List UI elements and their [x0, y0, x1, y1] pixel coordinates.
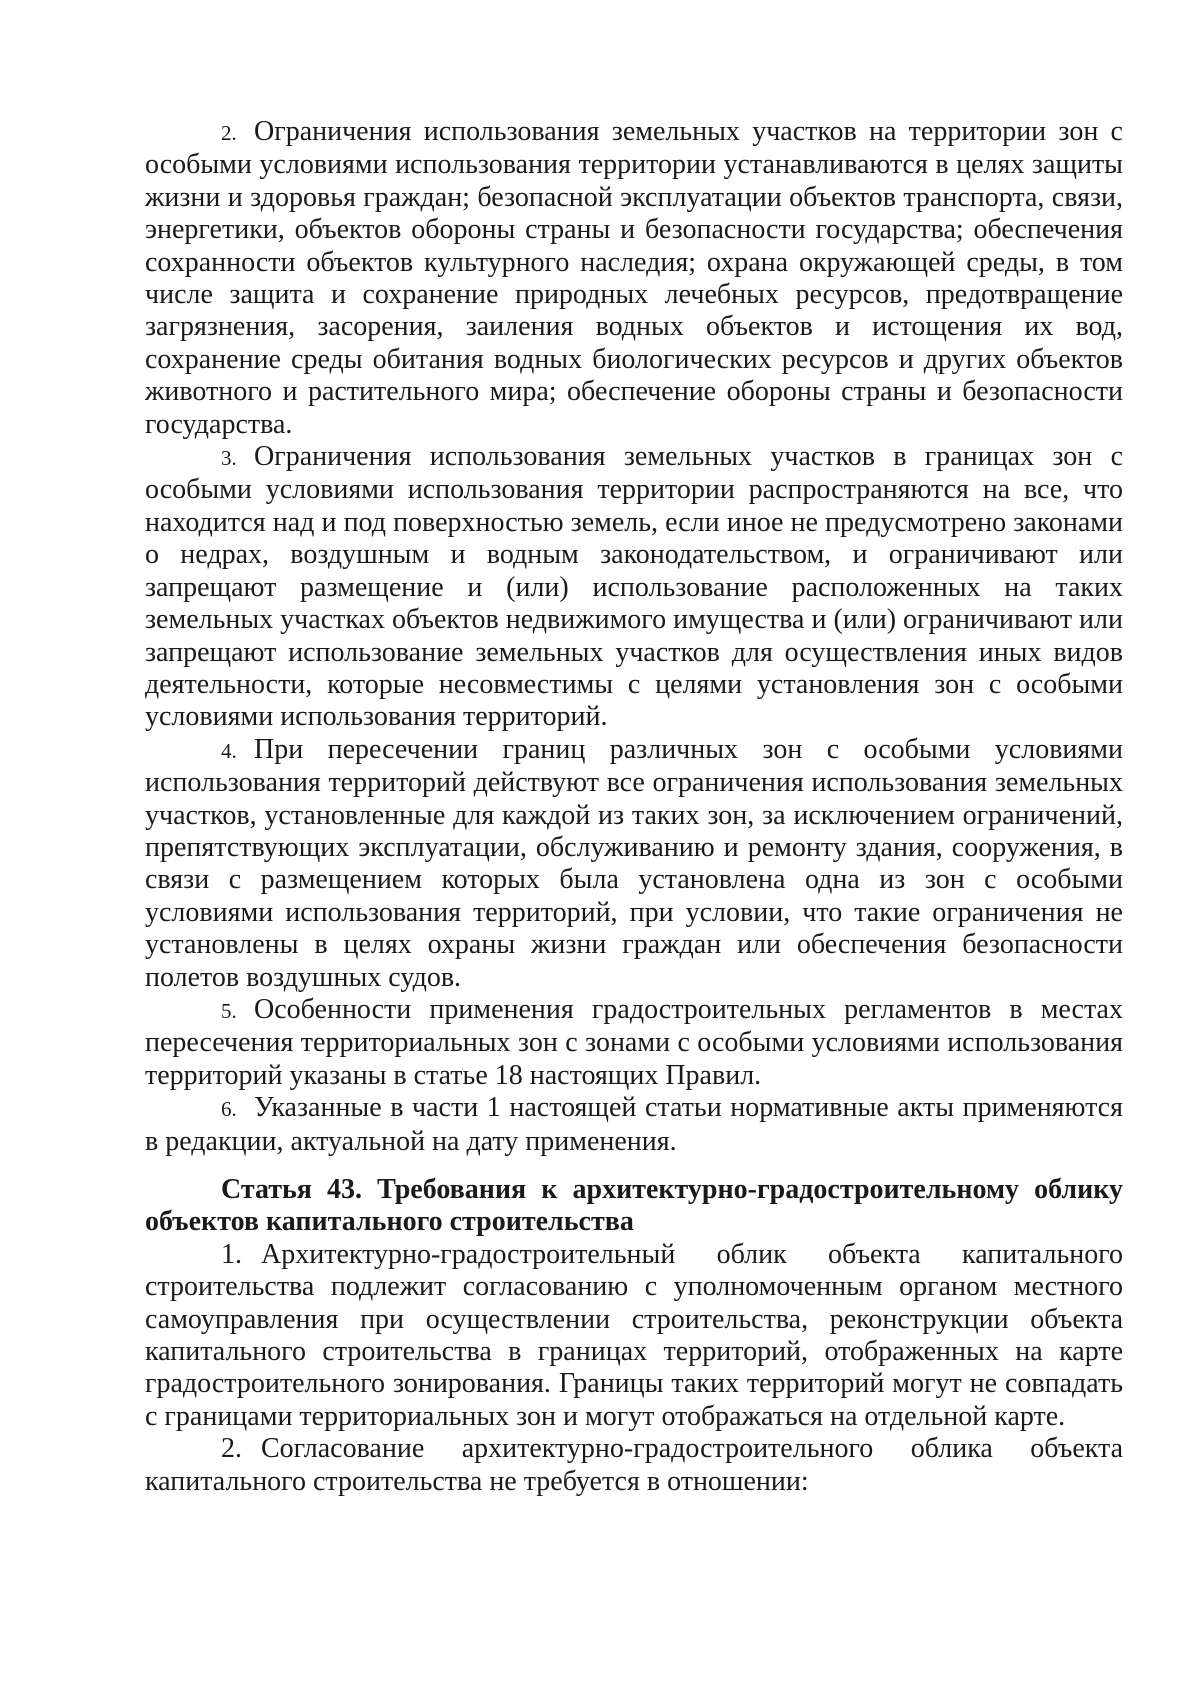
paragraph-number: 3. [221, 446, 237, 471]
paragraph-text: Архитектурно-градостроительный облик объекта капитального строительства подлежит согласованию с уполномоченным органом местного самоуправления при осуществлении строительства, реконструкции объекта капитального строительства в границах территорий, отображенных на карте градостроительного зонирования. Границы таких территорий могут не совпадать с границами территориальных зон и могут отображаться на отдельной карте. [145, 1238, 1123, 1432]
paragraph-text: При пересечении границ различных зон с особыми условиями использования территорий действуют все ограничения использования земельных участков, установленные для каждой из таких зон, за исключением ограничений, препятствующих эксплуатации, обслуживанию и ремонту здания, сооружения, в связи с размещением которых была установлена одна из зон с особыми условиями использования территорий, при условии, что такие ограничения не установлены в целях охраны жизни граждан или обеспечения безопасности полетов воздушных судов. [145, 733, 1123, 993]
article-paragraph-1 [145, 1239, 1123, 1433]
paragraph-number: 4. [221, 738, 237, 763]
paragraph-text: Ограничения использования земельных участков в границах зон с особыми условиями использования территории распространяются на все, что находится над и под поверхностью земель, если иное не предусмотрено законами о недрах, воздушным и водным законодательством, и ограничивают или запрещают размещение и (или) использование расположенных на таких земельных участках объектов недвижимого имущества и (или) ограничивают или запрещают использование земельных участков для осуществления иных видов деятельности, которые несовместимы с целями установления зон с особыми условиями использования территорий. [145, 441, 1123, 733]
article-heading: Статья 43. Требования к архитектурно-градостроительному облику объектов капитального строительства [145, 1174, 1123, 1238]
paragraph-2 [145, 116, 1123, 441]
paragraph-text: Согласование архитектурно-градостроительного облика объекта капитального строительства не требуется в отношении: [145, 1433, 1123, 1497]
paragraph-text: Указанные в части 1 настоящей статьи нормативные акты применяются в редакции, актуальной на дату применения. [145, 1092, 1123, 1157]
paragraph-number: 6. [221, 1097, 237, 1122]
article-paragraph-2 [145, 1433, 1123, 1498]
paragraph-number: 5. [221, 998, 237, 1023]
paragraph-4 [145, 734, 1123, 994]
paragraph-number: 2. [221, 1433, 242, 1465]
paragraph-number: 1. [221, 1238, 242, 1270]
paragraph-5 [145, 994, 1123, 1092]
paragraph-text: Ограничения использования земельных участков на территории зон с особыми условиями использования территории устанавливаются в целях защиты жизни и здоровья граждан; безопасной эксплуатации объектов транспорта, связи, энергетики, объектов обороны страны и безопасности государства; обеспечения сохранности объектов культурного наследия; охрана окружающей среды, в том числе защита и сохранение природных лечебных ресурсов, предотвращение загрязнения, засорения, заиления водных объектов и истощения их вод, сохранение среды обитания водных биологических ресурсов и других объектов животного и растительного мира; обеспечение обороны страны и безопасности государства. [145, 116, 1123, 440]
paragraph-3 [145, 441, 1123, 734]
document-body [145, 116, 1123, 1498]
paragraph-number: 2. [221, 121, 237, 145]
paragraph-6 [145, 1092, 1123, 1158]
paragraph-text: Особенности применения градостроительных регламентов в местах пересечения территориальных зон с зонами с особыми условиями использования территорий указаны в статье 18 настоящих Правил. [145, 993, 1123, 1091]
